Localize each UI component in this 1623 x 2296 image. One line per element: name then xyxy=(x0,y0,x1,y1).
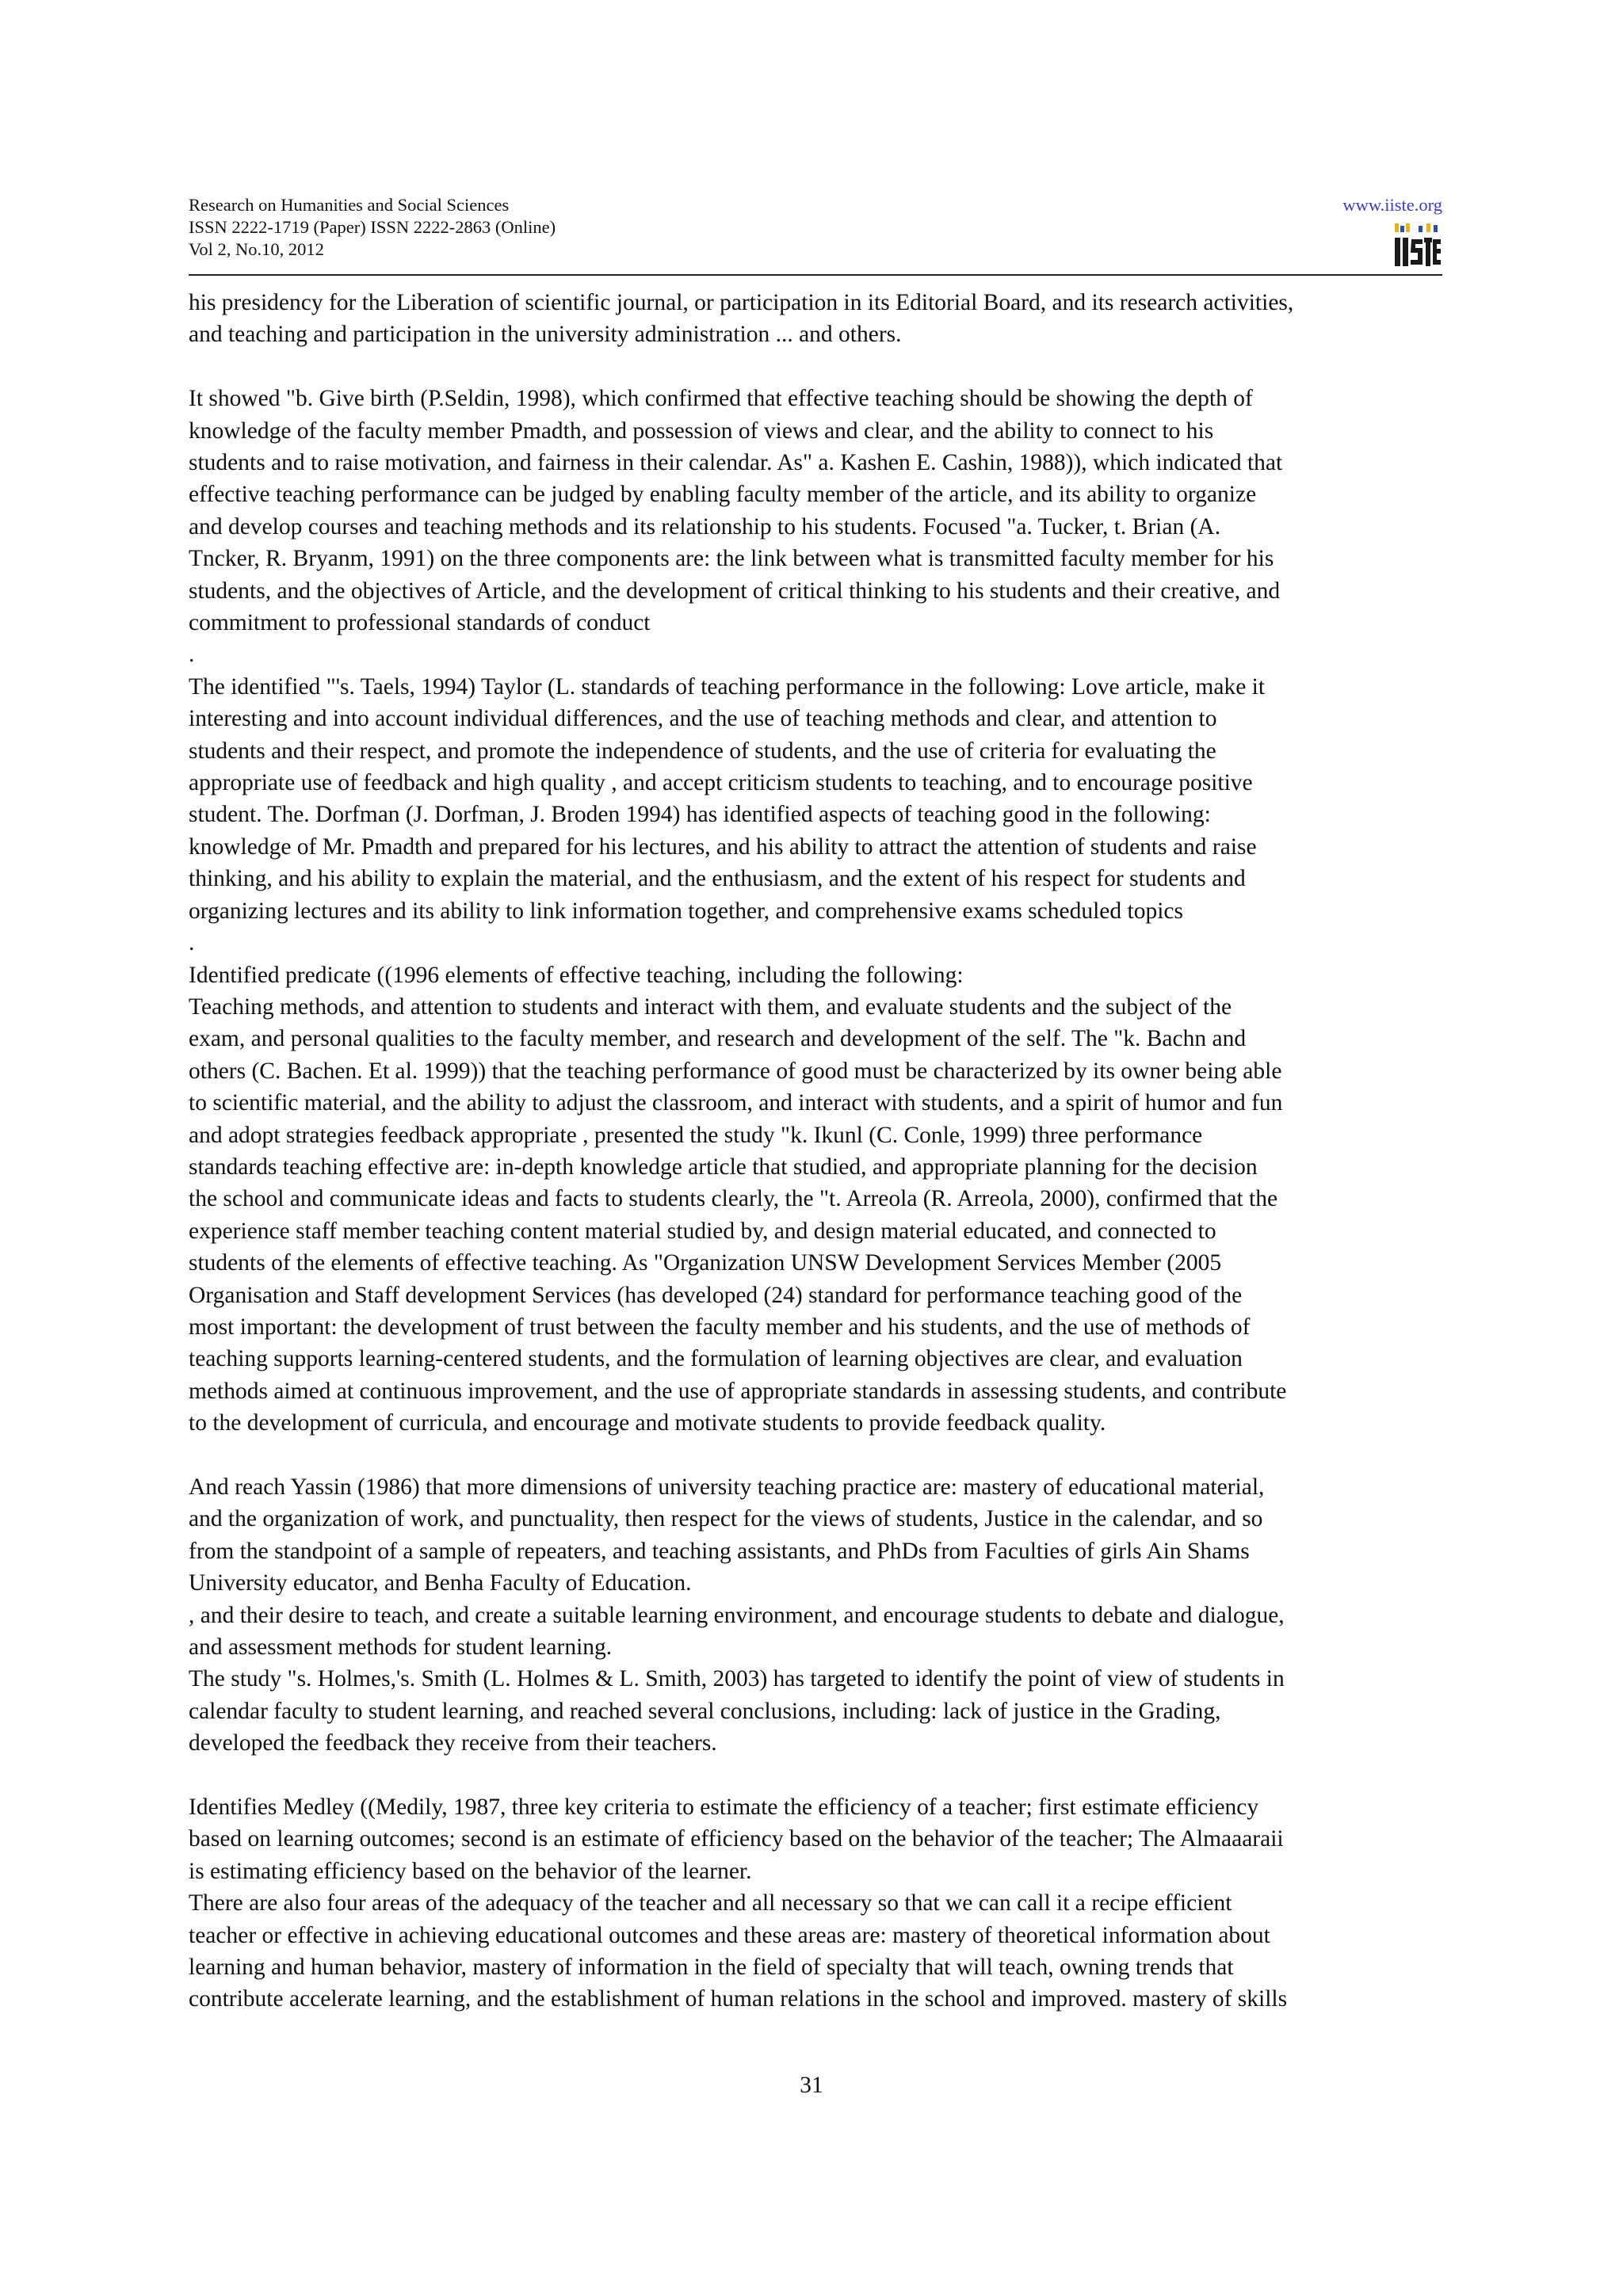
volume-line: Vol 2, No.10, 2012 xyxy=(189,239,324,259)
paragraph: It showed "b. Give birth (P.Seldin, 1998), which confirmed that effective teaching should be showing the depth of knowledge of the faculty member Pmadth, and possession of views and clear, and the ability to connect to his students and to raise motivation, and fairness in their calendar. As" a. Kashen E. Cashin, 1988)), which indicated that effective teaching performance can be judged by enabling faculty member of the article, and its ability to organize and develop courses and teaching methods and its relationship to his students. Focused "a. Tucker, t. Brian (A. Tncker, R. Bryanm, 1991) on the three components are: the link between what is transmitted faculty member for his students, and the objectives of Article, and the development of critical thinking to his students and their creative, and commitment to professional standards of conduct . xyxy=(189,386,1283,668)
paragraph: Identifies Medley ((Medily, 1987, three key criteria to estimate the efficiency of a teacher; first estimate efficiency based on learning outcomes; second is an estimate of efficiency based on the behavior of the teacher; The Almaaaraii is estimating efficiency based on the behavior of the learner. There are also four areas of the adequacy of the teacher and all necessary so that we can call it a recipe efficient teacher or effective in achieving educational outcomes and these areas are: mastery of theoretical information about learning and human behavior, mastery of information in the field of specialty that will teach, owning trends that contribute accelerate learning, and the establishment of human relations in the school and improved. mastery of skills xyxy=(189,1794,1288,2012)
running-header xyxy=(189,195,1442,276)
body-text xyxy=(189,287,1449,2016)
website-link[interactable]: www.iiste.org xyxy=(1342,195,1442,215)
paragraph: Identified predicate ((1996 elements of effective teaching, including the following: Teaching methods, and attention to students and interact with them, and evaluate students and the subject of the exam, and personal qualities to the faculty member, and research and development of the self. The "k. Bachn and others (C. Bachen. Et al. 1999)) that the teaching performance of good must be characterized by its owner being able to scientific material, and the ability to adjust the classroom, and interact with students, and a spirit of humor and fun and adopt strategies feedback appropriate , presented the study "k. Ikunl (C. Conle, 1999) three performance standards teaching effective are: in-depth knowledge article that studied, and appropriate planning for the decision the school and communicate ideas and facts to students clearly, the "t. Arreola (R. Arreola, 2000), confirmed that the experience staff member teaching content material studied by, and design material educated, and connected to students of the elements of effective teaching. As "Organization UNSW Development Services Member (2005 Organisation and Staff development Services (has developed (24) standard for performance teaching good of the most important: the development of trust between the faculty member and his students, and the use of methods of teaching supports learning-centered students, and the formulation of learning objectives are clear, and evaluation methods aimed at continuous improvement, and the use of appropriate standards in assessing students, and contribute to the development of curricula, and encourage and motivate students to provide feedback quality. xyxy=(189,962,1287,1436)
journal-name: Research on Humanities and Social Sciences xyxy=(189,195,510,215)
iiste-logo-icon xyxy=(1392,222,1442,269)
issn-line: ISSN 2222-1719 (Paper) ISSN 2222-2863 (Online) xyxy=(189,217,556,237)
paragraph: The identified "'s. Taels, 1994) Taylor (L. standards of teaching performance in the following: Love article, make it interesting and into account individual differences, and the use of teaching methods and clear, and attention to students and their respect, and promote the independence of students, and the use of criteria for evaluating the appropriate use of feedback and high quality , and accept criticism students to teaching, and to encourage positive student. The. Dorfman (J. Dorfman, J. Broden 1994) has identified aspects of teaching good in the following: knowledge of Mr. Pmadth and prepared for his lectures, and his ability to attract the attention of students and raise thinking, and his ability to explain the material, and the enthusiasm, and the extent of his respect for students and organizing lectures and its ability to link information together, and comprehensive exams scheduled topics . xyxy=(189,673,1266,956)
paragraph: his presidency for the Liberation of scientific journal, or participation in its Editorial Board, and its research activities, and teaching and participation in the university administration ... and others. xyxy=(189,290,1294,348)
page-number: 31 xyxy=(800,2073,823,2098)
paragraph: And reach Yassin (1986) that more dimensions of university teaching practice are: mastery of educational material, and the organization of work, and punctuality, then respect for the views of students, Justice in the calendar, and so from the standpoint of a sample of repeaters, and teaching assistants, and PhDs from Faculties of girls Ain Shams University educator, and Benha Faculty of Education. , and their desire to teach, and create a suitable learning environment, and encourage students to debate and dialogue, and assessment methods for student learning. The study "s. Holmes,'s. Smith (L. Holmes & L. Smith, 2003) has targeted to identify the point of view of students in calendar faculty to student learning, and reached several conclusions, including: lack of justice in the Grading, developed the feedback they receive from their teachers. xyxy=(189,1474,1285,1756)
